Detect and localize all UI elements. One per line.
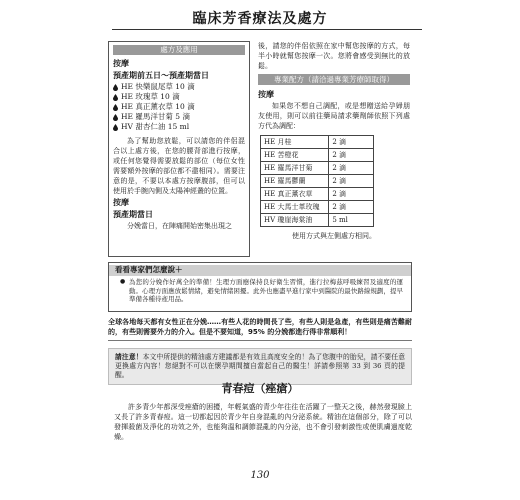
highlight-statement: 全球各地每天都有女性正在分娩……有些人花的時間長了些，有些人則是急產，有些則是痛苦難耐的，有些則需要外力的介入。但是不要知道，95% 的分娩都進行得非常順利！ [108,318,412,341]
professional-formula-label: 專業配方（請洽過專業芳療師取得） [258,74,410,85]
oil-qty-cell: 2 滴 [329,188,374,201]
right-column [258,41,410,241]
caution-label: 請注意！ [115,353,143,361]
table-row [261,136,374,149]
pharmacy-instructions: 如果您不想自己調配，或是想贈送給孕婦朋友使用，則可以前往藥局請求藥劑師依照下列處方代為調配： [258,102,410,130]
oil-qty-cell: 2 滴 [329,162,374,175]
expert-note-list [117,278,403,304]
table-row [261,214,374,227]
continuation-text: 後，請您的伴侶依照在家中幫您按摩的方式，每半小時就幫您按摩一次。您將會感受到無比的放鬆。 [258,42,410,70]
table-row [261,149,374,162]
usage-note: 使用方式與左側處方相同。 [292,232,376,240]
header-divider [112,29,422,30]
oil-qty-cell: 5 ml [329,214,374,227]
massage-heading-2: 按摩 [113,198,129,207]
oil-qty-cell: 2 滴 [329,201,374,214]
oil-drop-icon [113,114,118,121]
oil-name-cell: HE 大馬士革玫瑰 [261,201,329,214]
massage-heading: 按摩 [113,59,129,68]
expert-note-text: 為您的分娩作好萬全的準備！生理方面應保持良好衛生習慣，進行拉梅茲呼吸練習及適度的運動。心理方面應放鬆情緒，避免情緒困擾。此外也應盡早進行家中到醫院的最快路線規劃，提早準備各種待產用品。 [129,278,403,303]
list-item [120,278,403,304]
oil-drop-icon [113,124,118,131]
oil-name-cell: HE 真正薰衣草 [261,188,329,201]
table-row [261,188,374,201]
oil-drop-icon [113,84,118,91]
oil-qty-cell: 2 滴 [329,175,374,188]
bullet-icon: ● [120,278,126,285]
oil-drop-icon [113,94,118,101]
expert-note-box [108,262,412,312]
expert-note-title: 看看專家們怎麼說＋ [109,265,411,276]
oil-item [113,112,245,122]
due-date-text: 分娩當日，在陣痛開始密集出現之 [127,222,232,230]
recipe-section-label: 處方及應用 [113,45,245,55]
oil-qty-cell: 2 滴 [329,149,374,162]
oil-name-cell: HE 月桂 [261,136,329,149]
oil-name-cell: HE 羅馬洋甘菊 [261,162,329,175]
page-number: 130 [250,470,270,481]
period-heading: 預產期前五日～預產期當日 [113,71,209,80]
formula-table [260,135,374,227]
oil-drop-icon [113,104,118,111]
oil-item [113,122,245,132]
oil-item [113,92,245,102]
table-row [261,201,374,214]
section-body-text: 許多青少年都深受痤瘡的困擾，年輕氣盛的青少年往往在活躍了一整天之後，赫然發現臉上又長了許多青春痘。這一切都起因於青少年自身混亂的內分泌系統。精油在這個部分，除了可以發揮殺菌及淨化的功效之外，也能夠溫和調節混亂的內分泌，也不會引發刺激性或使肌膚過度乾燥。 [114,403,412,441]
table-row [261,175,374,188]
oil-item-text: HV 甜杏仁油 15 ml [121,122,190,131]
oil-item-text: HE 真正薰衣草 10 滴 [121,102,195,111]
caution-text: 本文中所提供的精油處方建議都是有效且高度安全的！為了您腹中的胎兒，請不要任意更換處方內容！您絕對不可以在懷孕期間擅自當起自己的醫生！詳請參照第 33 到 36 頁的提醒。 [115,353,406,379]
caution-box [108,348,412,385]
oil-item-text: HE 玫瑰草 10 滴 [121,92,180,101]
oil-item [113,102,245,112]
oil-name-cell: HV 瓊崖海棠油 [261,214,329,227]
massage-instructions: 為了幫助您放鬆，可以請您的伴侶混合以上處方後，在您的腰背部進行按摩，或任何您覺得需要放鬆的部位（每位女性需要額外按摩的部位都不盡相同）。需要注意的是，不要以本處方按摩腹部，但可以使用於手腕內側及太陽神經叢的位置。 [113,137,245,195]
oil-name-cell: HE 苦橙花 [261,149,329,162]
massage-heading-right: 按摩 [258,90,274,99]
oil-name-cell: HE 羅馬鬱蘭 [261,175,329,188]
section-title: 青春痘（痤瘡） [221,382,299,395]
oil-item-text: HE 羅馬洋甘菊 5 滴 [121,112,190,121]
table-row [261,162,374,175]
oil-qty-cell: 2 滴 [329,136,374,149]
oil-item-text: HE 快樂鼠尾草 10 滴 [121,82,195,91]
page-title: 臨床芳香療法及處方 [192,11,328,27]
oil-item [113,82,245,92]
recipe-box [108,41,250,257]
due-date-heading: 預產期當日 [113,210,153,219]
